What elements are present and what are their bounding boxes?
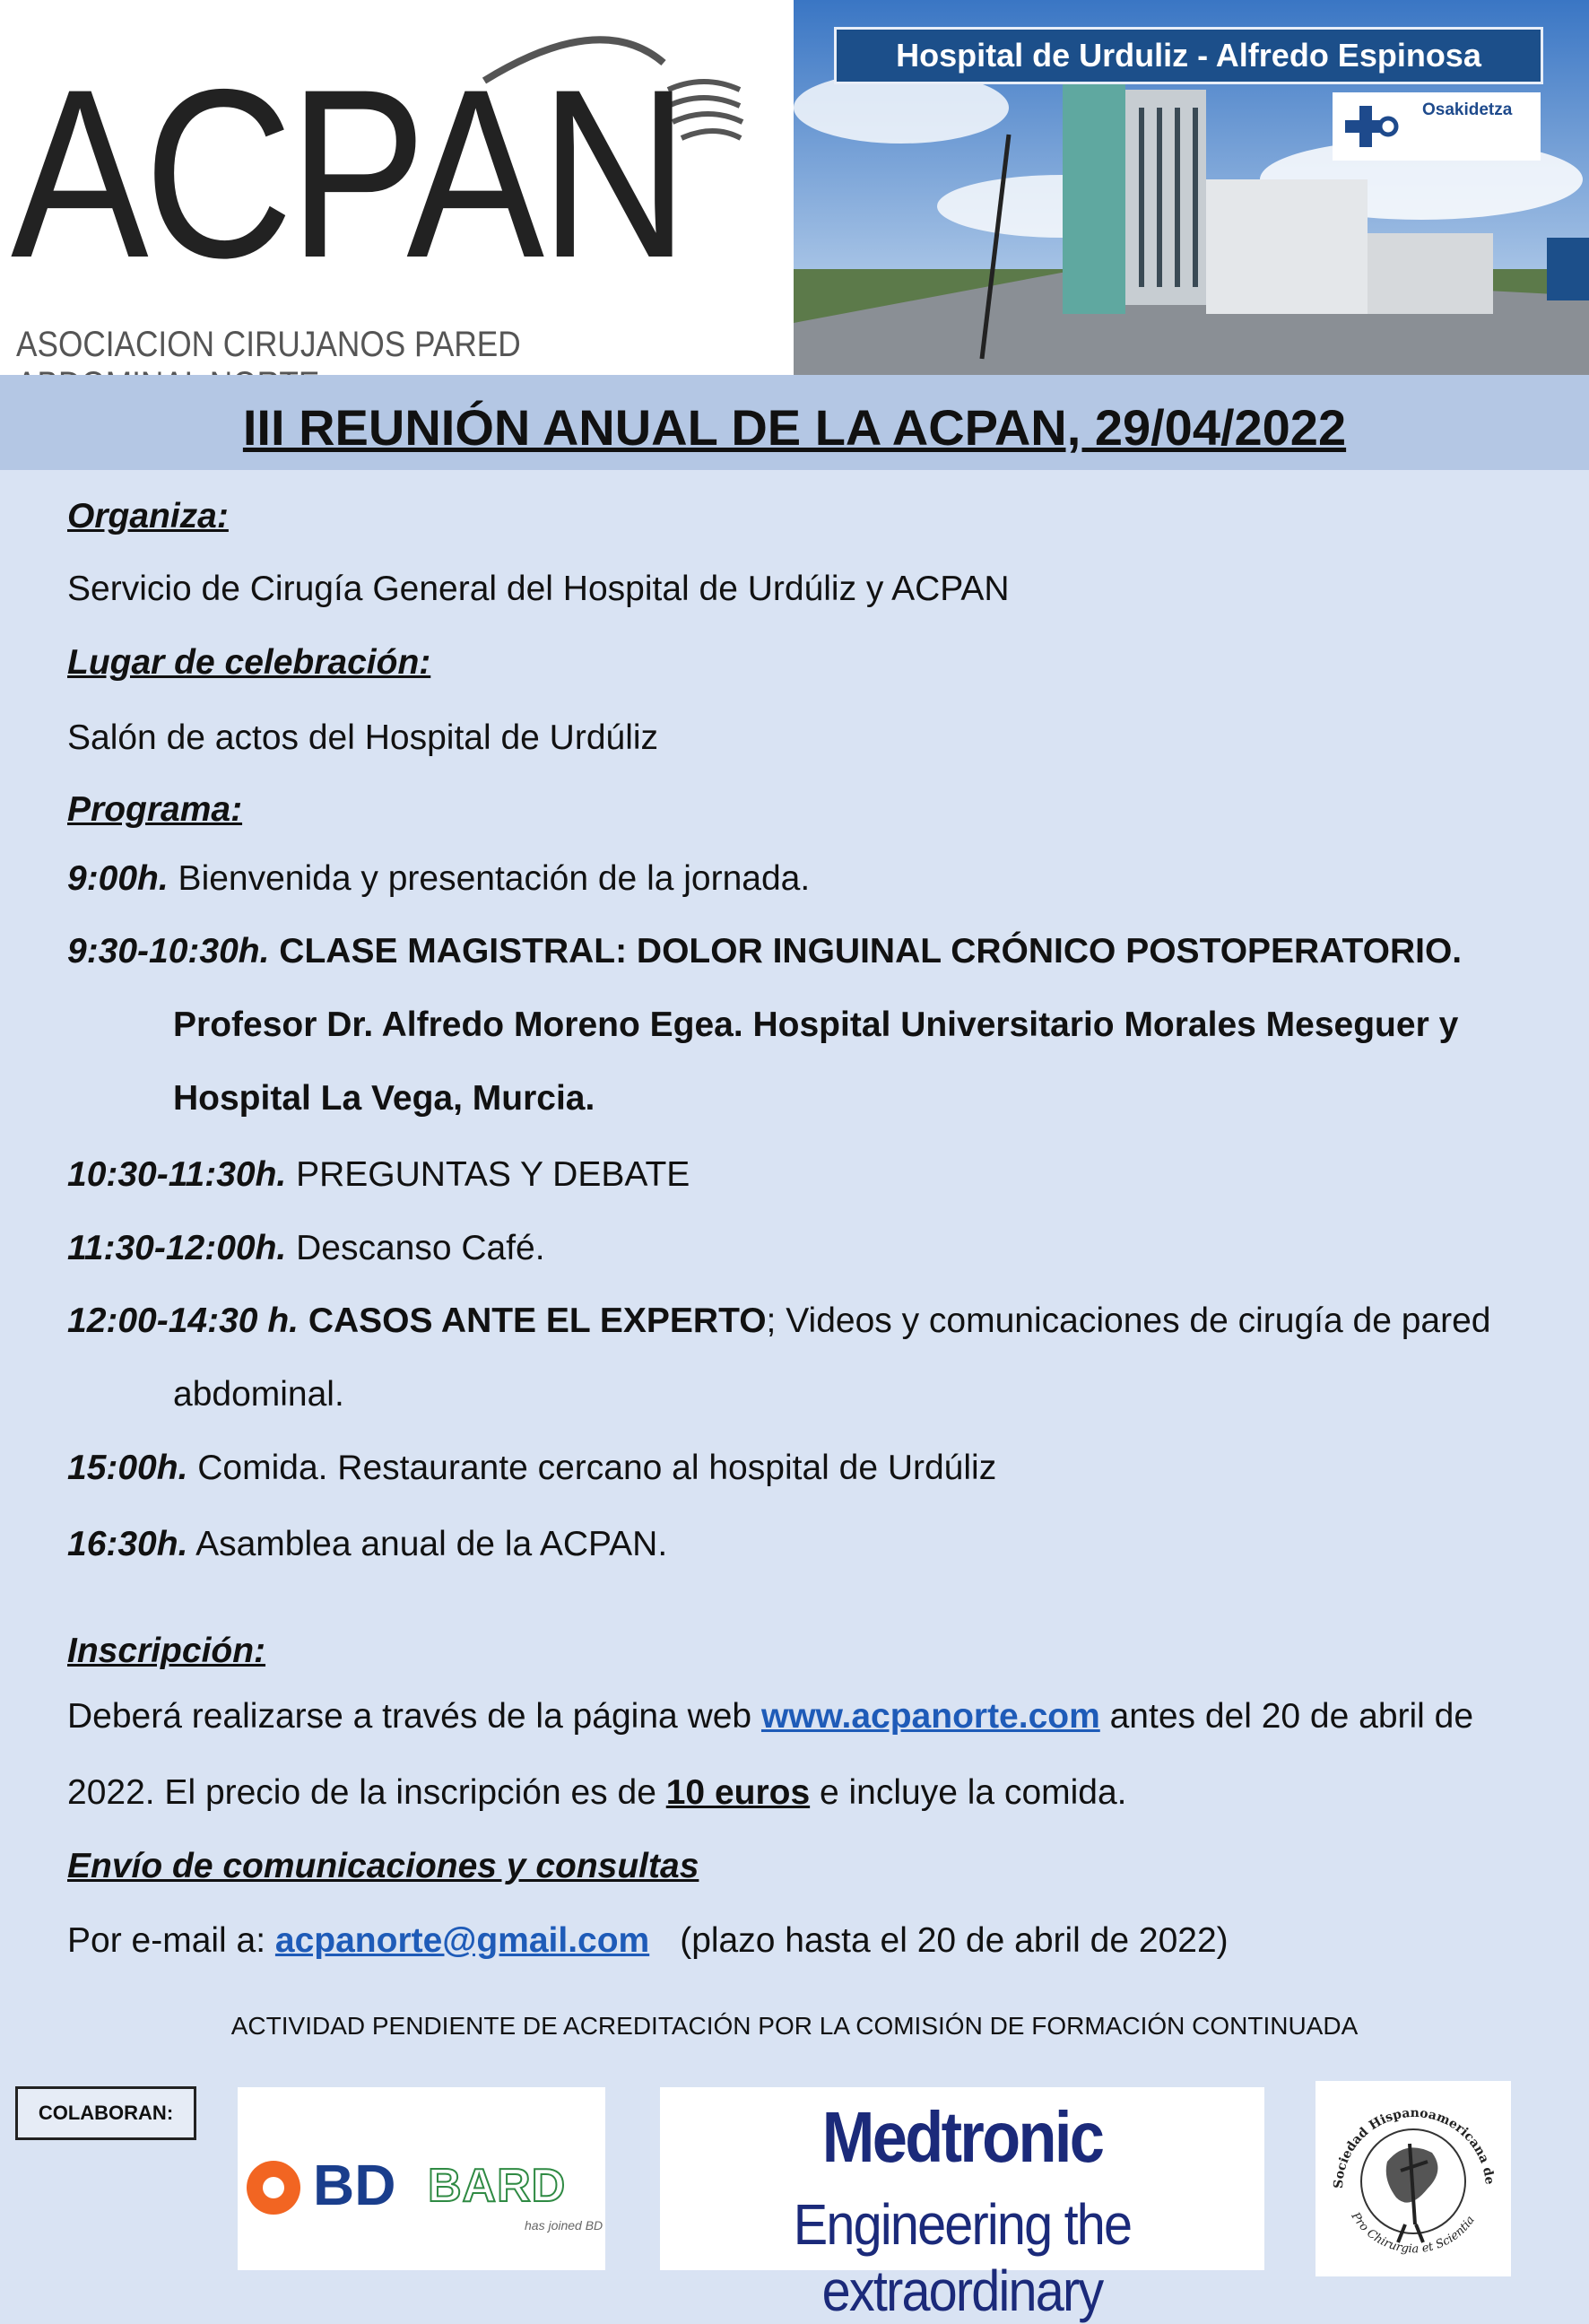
envio-deadline: (plazo hasta el 20 de abril de 2022)	[680, 1921, 1229, 1960]
program-item	[67, 857, 810, 901]
inscripcion-text: e incluye la comida.	[810, 1773, 1127, 1812]
inscripcion-line1	[67, 1694, 1473, 1739]
program-time: 16:30h.	[67, 1525, 188, 1563]
program-item	[67, 1522, 667, 1567]
programa-heading: Programa:	[67, 790, 243, 829]
bard-logo-text: BARD	[428, 2160, 567, 2212]
envio-text: Por e-mail a:	[67, 1921, 275, 1960]
email-link[interactable]: acpanorte@gmail.com	[274, 1921, 650, 1960]
inscripcion-heading: Inscripción:	[67, 1632, 266, 1670]
shh-name-text: Sociedad Hispanoamericana de	[1331, 2105, 1497, 2189]
program-text-continuation: abdominal.	[173, 1375, 344, 1414]
medtronic-tagline: Engineering the extraordinary	[793, 2192, 1132, 2323]
program-text: Bienvenida y presentación de la jornada.	[168, 859, 811, 898]
program-time: 12:00-14:30 h.	[67, 1301, 299, 1340]
program-time: 9:30-10:30h.	[67, 932, 270, 971]
shh-motto-text: Pro Chirurgia et Scientia	[1348, 2210, 1478, 2257]
price-value: 10 euros	[665, 1773, 811, 1812]
program-item	[67, 1446, 996, 1491]
lugar-text: Salón de actos del Hospital de Urdúliz	[67, 718, 659, 757]
inscripcion-text: 2022. El precio de la inscripción es de	[67, 1773, 666, 1812]
program-time: 10:30-11:30h.	[67, 1155, 287, 1194]
program-item	[67, 1153, 690, 1197]
accreditation-note: ACTIVIDAD PENDIENTE DE ACREDITACIÓN POR LA COMISIÓN DE FORMACIÓN CONTINUADA	[230, 2012, 1359, 2040]
osakidetza-label: Osakidetza	[1422, 100, 1513, 119]
organiza-heading: Organiza:	[67, 497, 229, 535]
envio-heading: Envío de comunicaciones y consultas	[67, 1847, 699, 1885]
osakidetza-icon	[1333, 92, 1404, 161]
program-text: ; Videos y comunicaciones de cirugía de pared	[766, 1301, 1491, 1340]
inscripcion-line2	[67, 1771, 1127, 1815]
program-text-continuation: Hospital La Vega, Murcia.	[173, 1079, 595, 1118]
website-link[interactable]: www.acpanorte.com	[760, 1697, 1100, 1736]
acpan-logo	[0, 0, 762, 375]
medtronic-logo	[660, 2087, 1264, 2323]
page-title: III REUNIÓN ANUAL DE LA ACPAN, 29/04/2022	[242, 399, 1347, 456]
program-text-bold: CASOS ANTE EL EXPERTO	[298, 1301, 767, 1340]
program-text: PREGUNTAS Y DEBATE	[286, 1155, 690, 1194]
program-text: Descanso Café.	[286, 1229, 545, 1267]
bard-subtext: has joined BD	[525, 2218, 603, 2233]
program-item	[67, 1226, 545, 1271]
shh-seal-icon	[1315, 2081, 1511, 2276]
program-time: 11:30-12:00h.	[67, 1229, 287, 1267]
program-text: Comida. Restaurante cercano al hospital de Urdúliz	[187, 1449, 997, 1487]
shh-logo	[1315, 2081, 1511, 2276]
envio-line	[67, 1919, 1229, 1963]
organiza-text: Servicio de Cirugía General del Hospital de Urdúliz y ACPAN	[67, 570, 1010, 608]
bd-logo-text: BD	[313, 2153, 396, 2217]
inscripcion-text: Deberá realizarse a través de la página web	[67, 1697, 761, 1736]
colaboran-label: COLABORAN:	[15, 2086, 196, 2140]
program-text: Asamblea anual de la ACPAN.	[187, 1525, 668, 1563]
program-time: 9:00h.	[67, 859, 169, 898]
program-text-continuation: Profesor Dr. Alfredo Moreno Egea. Hospital Universitario Morales Meseguer y	[173, 1005, 1459, 1044]
logo-text: ACPAN	[11, 39, 685, 308]
logo-subtitle: ASOCIACION CIRUJANOS PARED	[16, 325, 521, 364]
program-item	[67, 1299, 1490, 1344]
medtronic-name: Medtronic	[821, 2097, 1103, 2177]
program-item	[67, 929, 1462, 974]
hospital-caption: Hospital de Urduliz - Alfredo Espinosa	[834, 27, 1543, 84]
bd-bard-logo	[238, 2087, 605, 2270]
program-time: 15:00h.	[67, 1449, 188, 1487]
program-text: CLASE MAGISTRAL: DOLOR INGUINAL CRÓNICO POSTOPERATORIO.	[269, 932, 1463, 971]
header	[0, 0, 1589, 375]
lugar-heading: Lugar de celebración:	[67, 643, 431, 682]
inscripcion-text: antes del 20 de abril de	[1099, 1697, 1474, 1736]
